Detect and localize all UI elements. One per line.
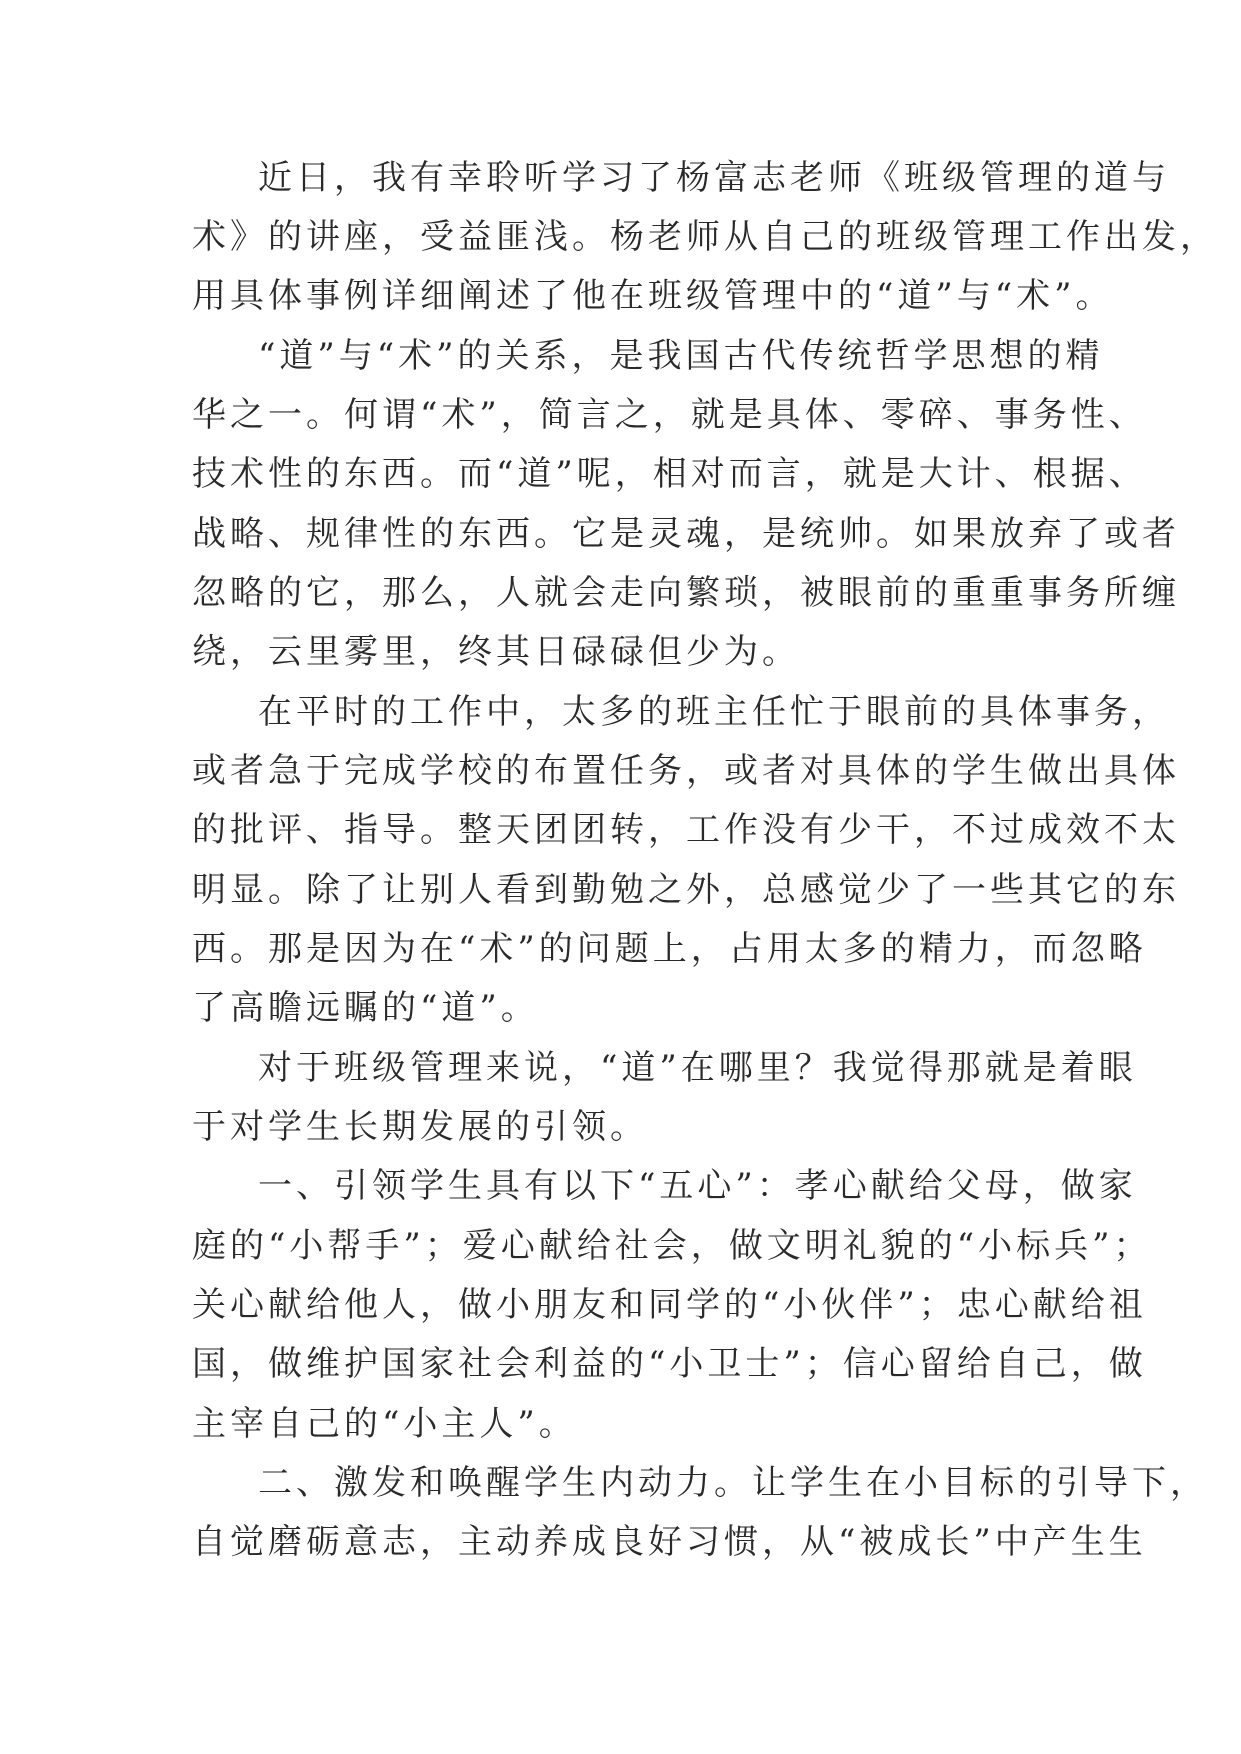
paragraph-3-line-3: 的批评、指导。整天团团转，工作没有少干，不过成效不太: [192, 810, 1180, 850]
paragraph-6-line-2: 自觉磨砺意志，主动养成良好习惯，从“被成长”中产生生: [192, 1522, 1147, 1562]
paragraph-5-line-5: 主宰自己的“小主人”。: [192, 1404, 577, 1444]
paragraph-1-line-2: 术》的讲座，受益匪浅。杨老师从自己的班级管理工作出发，: [192, 217, 1218, 257]
paragraph-4-line-2: 于对学生长期发展的引领。: [192, 1107, 648, 1147]
paragraph-5-line-3: 关心献给他人，做小朋友和同学的“小伙伴”；忠心献给祖: [192, 1285, 1147, 1325]
paragraph-2-line-4: 战略、规律性的东西。它是灵魂，是统帅。如果放弃了或者: [192, 514, 1180, 554]
paragraph-3-line-6: 了高瞻远瞩的“道”。: [192, 988, 539, 1028]
paragraph-6-line-1: 二、激发和唤醒学生内动力。让学生在小目标的引导下，: [258, 1463, 1208, 1503]
paragraph-5-line-2: 庭的“小帮手”；爱心献给社会，做文明礼貌的“小标兵”；: [192, 1226, 1152, 1266]
paragraph-5-line-4: 国，做维护国家社会利益的“小卫士”；信心留给自己，做: [192, 1344, 1147, 1384]
paragraph-4-line-1: 对于班级管理来说，“道”在哪里？我觉得那就是着眼: [258, 1048, 1137, 1088]
paragraph-2-line-2: 华之一。何谓“术”，简言之，就是具体、零碎、事务性、: [192, 395, 1147, 435]
paragraph-1-line-1: 近日，我有幸聆听学习了杨富志老师《班级管理的道与: [258, 158, 1170, 198]
paragraph-3-line-2: 或者急于完成学校的布置任务，或者对具体的学生做出具体: [192, 751, 1180, 791]
paragraph-3-line-5: 西。那是因为在“术”的问题上，占用太多的精力，而忽略: [192, 929, 1147, 969]
paragraph-3-line-4: 明显。除了让别人看到勤勉之外，总感觉少了一些其它的东: [192, 870, 1180, 910]
paragraph-2-line-1: “道”与“术”的关系，是我国古代传统哲学思想的精: [258, 336, 1104, 376]
paragraph-1-line-3: 用具体事例详细阐述了他在班级管理中的“道”与“术”。: [192, 276, 1114, 316]
paragraph-3-line-1: 在平时的工作中，太多的班主任忙于眼前的具体事务，: [258, 692, 1170, 732]
paragraph-5-line-1: 一、引领学生具有以下“五心”：孝心献给父母，做家: [258, 1166, 1137, 1206]
paragraph-2-line-5: 忽略的它，那么，人就会走向繁琐，被眼前的重重事务所缠: [192, 573, 1180, 613]
paragraph-2-line-6: 绕，云里雾里，终其日碌碌但少为。: [192, 632, 800, 672]
paragraph-2-line-3: 技术性的东西。而“道”呢，相对而言，就是大计、根据、: [192, 454, 1147, 494]
